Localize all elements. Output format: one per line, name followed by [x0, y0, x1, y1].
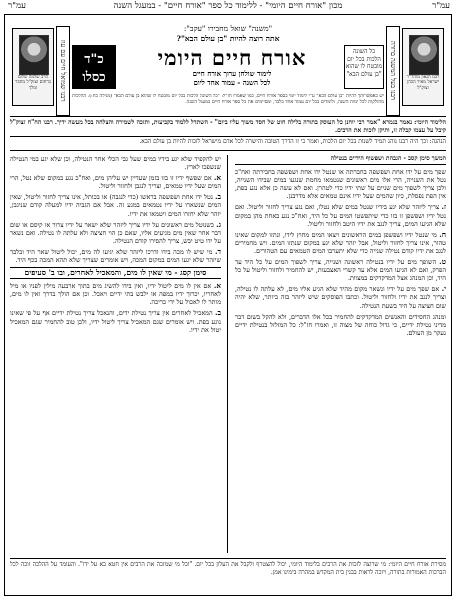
masthead-subtitle-1: לימוד שולחן ערוך אורח חיים — [192, 69, 272, 78]
top-center-text: מכון "אורח חיים היומי" - ללימוד כל ספר "אורח חיים" - במעגל השנה — [113, 1, 343, 11]
left-col-text: נטל ידו אחת ושפשפה בראשו (כדי לנגבה) או בכותל, אינו צריך לחזור וליטול, שאין המים שנשארו על ידיו נטמאים במגע זה. אבל אם הגביה ידיו למעלה קודם שניגבן, יזהר שלא יחזרו המים ויטמאו את ידיו. — [10, 193, 221, 218]
clause-number: ד. — [215, 246, 221, 256]
left-col-text: אם שפשף ידיו זו בזו בזמן שעדיין יש עליהן מים, ואח"כ נגע במקום שלא נטל, הרי המים שעל ידיו טמאים, וצריך לנגבן ולחזור וליטול. — [10, 174, 221, 191]
left-column — [10, 155, 221, 555]
left-col-paragraph — [10, 221, 221, 245]
clause-number: ב. — [215, 308, 221, 318]
right-col-text: מי שנטל ידיו ושפשפן במים הראשונים ויצאו המים מחוץ לידו, ונתזו למקום שאינו טהור, אינו צריך לחזור וליטול, אבל יזהר שלא יגע במקום שנתזו המים. ויש מחמירים לנגב את ידיו קודם נטילה שנייה כדי שלא יתערבו המים הטמאים עם הטהורים. — [235, 230, 446, 255]
left-col-paragraph — [10, 193, 221, 217]
right-column — [235, 155, 446, 555]
right-side-caption: רבנו בעל המשנה ברורה — [386, 26, 400, 116]
column-divider — [227, 155, 228, 553]
right-col-text: אם שפך מים על ידיו ונשאר מקום מהיד שלא הגיע אליו מים, לא עלתה לו נטילה, וצריך לנגב את ידיו ולחזור וליטול. וכתבו הפוסקים שיש ליזהר בזה ביותר, שלא יהיה שום חציצה על היד בשעת הנטילה. — [235, 285, 446, 310]
masthead-center — [120, 47, 344, 87]
clause-number: א. — [213, 281, 221, 291]
left-col-paragraph — [10, 248, 221, 264]
left-col-paragraph — [10, 309, 221, 333]
masthead — [72, 44, 384, 90]
clause-number: ב. — [215, 192, 221, 202]
left-col-text: מי שיש לו מכה בידו ודרכו ליזהר שלא יגיעו לה מים, יכול ליטול שאר היד ובלבד שיזהר שלא יגעו המים במקום המכה, ויש אומרים שצריך שלא תהא המכה בכף היד. — [10, 247, 221, 265]
section-heading-box: סימן קסג - מי שאין לו מים, והמאכיל לאחרים, ובו ב' סעיפים — [10, 267, 221, 279]
left-col-text: אם אין לו מים ליטול ידיו, ואין בידו להשיג מים בתוך ארבעה מילין לפניו או מיל לאחריו, יכרוך ידיו במפה או ילבש בתי ידיים ויאכל. וכן אם הולך בדרך ואין לו מים, מותר לו לאכול על ידי כריכה. — [10, 282, 221, 307]
left-portrait-scroll — [12, 28, 54, 106]
right-col-text: צריך ליזהר שלא יגע בידיו שנטל במים שלא נטלו, ואם נגע צריך לחזור וליטול. ואם נטל ידיו ושפשפן זו בזו כדי שיתפשטו המים על כל היד, ואח"כ נגע באחת מהן במקום שלא הגיעו המים, צריך לנגב את ידיו היטב ולחזור וליטול. — [235, 203, 446, 228]
clause-number: ט. — [439, 257, 446, 267]
right-col-text: שפך מים על ידו אחת ושפשפה בחברתה או שנטל ידו אחת ושפשפה בחבירתה ואח"כ נטל את השנייה, הרי אלו מים ראשונים שנטמאו מחמת שנגעו במים שבידו השנייה, ולכן צריך לשפוך מים שניים על שתי ידיו כדי לטהרן. ואם לא עשה כן אלא נגע בפת, אין הפת נפסלת, כיון שהמים שעל ידיו אינם טמאים אלא מדרבנן. — [235, 168, 446, 201]
content-columns — [10, 150, 446, 557]
right-portrait-scroll — [402, 28, 444, 106]
left-side-caption: רבנו שמואל חיים עם עוז — [56, 26, 70, 116]
left-col-text: יש להקפיד שלא יגע בידיו במים שעל גבי הכלי אחר הנטילה, וכן שלא יגע במי הנטילה שנשפכו לארץ. — [10, 155, 221, 172]
masthead-subtitle-2: לכל השנה - עמוד אחד ליום — [193, 78, 271, 87]
clause-number: ז. — [441, 202, 446, 212]
left-col-paragraph — [10, 282, 221, 306]
masthead-title: אורח חיים היומי — [157, 45, 307, 70]
right-col-paragraph — [235, 313, 446, 337]
top-line — [0, 0, 456, 13]
footer-paragraph: מסירת אורח חיים היומי: מי שרוצה לזכות את הרבים בלימוד היומי, יכול להצטרף ולקבל את העלון בכל יום. "וכל מי שמזכה את הרבים אין חטא בא על ידו". והעומד על ההלכה זוכה לכל הברכות האמורות בתורה, ויזכה לראות בבנין בית המקדש במהרה בימינו אמן. — [10, 558, 446, 592]
date-box: כ"ד כסלו — [72, 45, 116, 89]
right-col-paragraph — [235, 258, 446, 282]
left-col-text: המאכיל לאחרים אין צריך נטילת ידים, והנאכל צריך נטילת ידיים אף על פי שאינו נוגע בפת. ויש אומרים שגם המאכיל צריך ליטול ידיו, ולכן טוב להחמיר שגם המאכיל יטול את ידיו. — [10, 309, 221, 334]
left-col-text: כשנוטל מים ראשונים על ידיו צריך ליזהר שלא ישאר על ידיו צרור או קיסם או שום דבר אחר שאין מים מגיעים אליו, שאם כן הוי חציצה ולא עלתה לו נטילה. ואם נשאר על ידו טיט יבש, צריך להסירו קודם הנטילה. — [10, 220, 221, 245]
right-col-paragraph — [235, 231, 446, 255]
note-paragraph-1: הלימוד היומי: נאמר בגמרא "אמר רבי יוחנן כל העוסק בתורה בלילה חוט של חסד משוך עליו ביום" - השתדל ללמוד בקביעות, ותזכה לשמירה והצלחה בכל מעשה ידיך. רבנו הח"ח זצוק"ל קיבל על עצמו קבלה זו, ותיקן לזכות את הרבים. — [10, 116, 446, 136]
top-left-abbr: עמ"ר — [8, 1, 26, 11]
right-portrait-caption: רבנו הגאון מוהר"ר ישראל מאיר הכהן זצוק"ל — [406, 75, 440, 91]
rabbi-portrait-left-icon — [19, 35, 49, 75]
note-paragraph-2: הנהגה: וכך היה רבנו נוהג תמיד לשנות בכל יום הלכות, ואמר כי זו הדרך הטובה והישרה לכל אדם מישראל לזכות להיות בן עולם הבא. — [10, 136, 446, 150]
clause-number: י. — [441, 284, 446, 294]
left-col-paragraph — [10, 174, 221, 190]
left-portrait-caption: הרב שלמה שלום ברחום זצוק"ל מחבר ומלך — [15, 75, 51, 91]
masthead-right-box: כל השונה הלכות בכל יום מובטח לו שהוא "בן עולם הבא" — [344, 45, 384, 89]
right-column-heading: המשך סימן קסב - הגבהת ושפשוף הידיים בנטילה — [235, 155, 446, 165]
banner-line-1: "משנה" שואל מחבירו "עקב": — [183, 24, 273, 33]
right-col-paragraph — [235, 285, 446, 309]
right-col-text: השופך מים על ידיו בנטילה ראשונה ושנייה, צריך לשפוך המים על כל היד עד הפרק, ואם לא הגיעו המים אלא עד קשרי האצבעות, יש להחמיר ולחזור וליטול על כל היד, וכן המנהג אצל המדקדקים במצוות. — [235, 258, 446, 283]
top-right-abbr: עמ"ר — [432, 1, 450, 11]
intro-paragraph: יש באפשרותך להיות "בן עולם הבא" ע"י לימוד יומי בספר אורח חיים, כמו שאמרו חז"ל: "כל השונה הלכות בכל יום מובטח לו שהוא בן עולם הבא" (מגילה כח:). ההלכות מחולקות לכל ימות השנה, ולומדים בכל יום עמוד אחד בלבד, ומסיימים את כל ספר אורח חיים במעגל השנה. — [72, 94, 384, 105]
right-col-text: ומנהג החסידים והאנשים המדקדקים להחמיר בכל אלו הדברים, ולא להקל בשום דבר מדיני נטילת ידיים, כי גדול כוחה של מצוה זו, ואמרו חז"ל: כל המזלזל בנטילת ידיים נעקר מן העולם. — [235, 312, 446, 337]
clause-number: ח. — [439, 229, 446, 239]
clause-number: ג. — [216, 219, 221, 229]
right-col-paragraph — [235, 203, 446, 227]
right-col-paragraph — [235, 168, 446, 200]
rabbi-portrait-right-icon — [409, 35, 439, 75]
banner-line-2: אתה רוצה להיות "בן עולם הבא"? — [176, 34, 280, 43]
clause-number: א. — [213, 173, 221, 183]
left-col-paragraph — [10, 155, 221, 171]
